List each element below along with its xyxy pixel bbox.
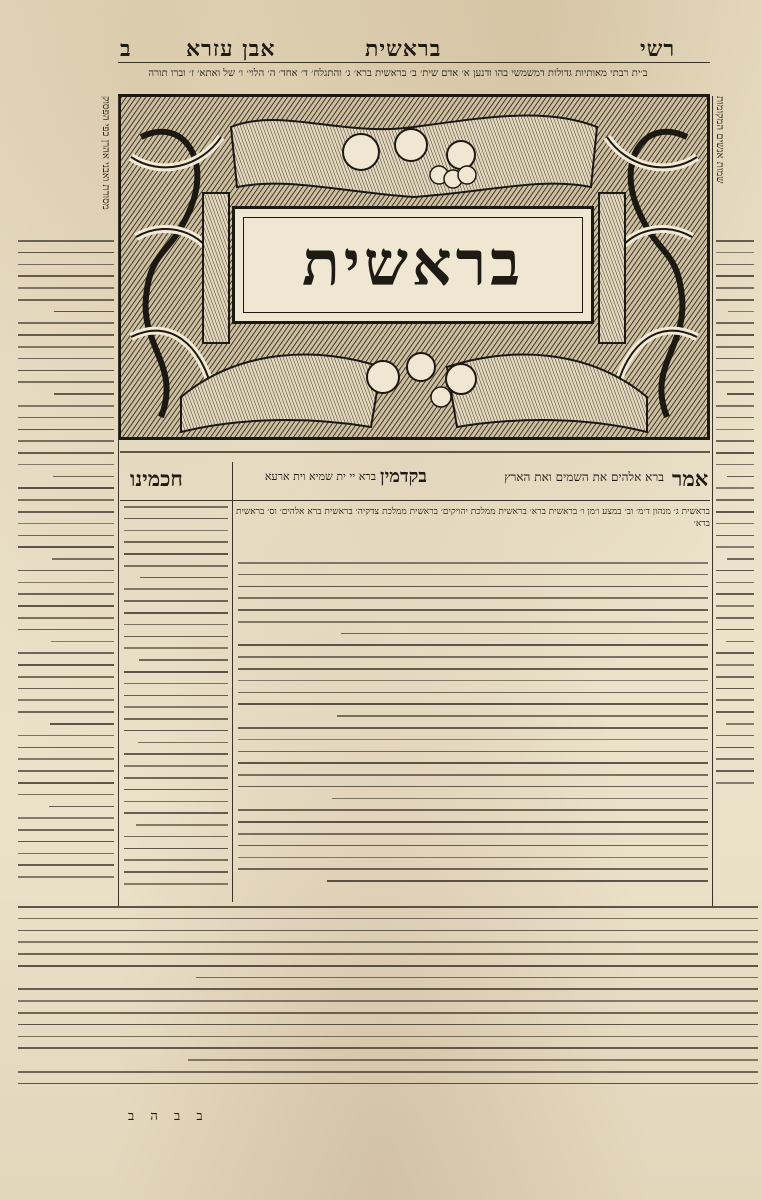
bottom-commentary [18, 906, 758, 1102]
column-divider-outer-left [118, 96, 119, 906]
text-line [716, 617, 754, 619]
text-line [18, 240, 114, 242]
text-line [124, 718, 228, 720]
text-line [124, 530, 228, 532]
text-line [727, 558, 754, 560]
folio-letter: ב [120, 36, 132, 62]
text-line [238, 692, 708, 694]
text-line [124, 777, 228, 779]
text-line [50, 723, 114, 725]
text-line [716, 676, 754, 678]
text-line [140, 577, 228, 579]
text-line [18, 735, 114, 737]
text-line [716, 699, 754, 701]
text-line [238, 809, 708, 811]
text-line [238, 786, 708, 788]
text-line [18, 664, 114, 666]
text-line [18, 582, 114, 584]
text-line [124, 565, 228, 567]
left-commentary-column [124, 506, 228, 906]
text-line [124, 695, 228, 697]
text-line [716, 346, 754, 348]
text-line [716, 487, 754, 489]
header-ibn-ezra: אבן עזרא [186, 36, 276, 62]
verse-hebrew: ברא אלהים את השמים ואת הארץ [504, 470, 664, 484]
text-line [124, 753, 228, 755]
text-line [18, 523, 114, 525]
text-line [18, 617, 114, 619]
text-line [716, 381, 754, 383]
text-line [51, 641, 114, 643]
commentary-opening: בראשית ג׳ מנהון ד׳מ׳ וב׳ במצע ו׳מן ו׳ בראשית ברא׳ בראשית ממלכת יהויקים׳ בראשית ממלכת צדקיה׳ בראשית ברא אלהים׳ וס׳ בראשית ברא׳ [236, 507, 710, 529]
marginal-notes-strip [120, 448, 710, 458]
text-line [18, 1024, 758, 1026]
text-line [124, 706, 228, 708]
text-line [53, 476, 114, 478]
text-line [18, 676, 114, 678]
text-line [18, 299, 114, 301]
text-line [716, 782, 754, 784]
text-line [716, 758, 754, 760]
text-line [716, 452, 754, 454]
text-line [18, 688, 114, 690]
text-line [716, 664, 754, 666]
text-line [18, 570, 114, 572]
text-line [238, 574, 708, 576]
text-line [18, 346, 114, 348]
text-line [18, 334, 114, 336]
text-line [238, 821, 708, 823]
text-line [238, 656, 708, 658]
text-line [18, 252, 114, 254]
header-rule [118, 62, 710, 63]
text-line [18, 546, 114, 548]
text-line [18, 770, 114, 772]
text-line [716, 629, 754, 631]
text-line [18, 1012, 758, 1014]
text-line [716, 605, 754, 607]
text-line [124, 730, 228, 732]
targum-label: בקדמין [380, 466, 427, 487]
text-line [18, 876, 114, 878]
text-line [124, 506, 228, 508]
text-line [727, 476, 754, 478]
text-line [327, 880, 708, 882]
text-line [716, 652, 754, 654]
text-line [18, 918, 758, 920]
text-line [716, 358, 754, 360]
text-line [18, 965, 758, 967]
text-line [124, 848, 228, 850]
text-line [716, 582, 754, 584]
text-line [138, 742, 228, 744]
text-line [18, 864, 114, 866]
text-line [18, 1047, 758, 1049]
text-line [716, 770, 754, 772]
text-line [238, 868, 708, 870]
text-line [238, 727, 708, 729]
text-line [52, 558, 114, 560]
text-line [716, 240, 754, 242]
text-line [18, 711, 114, 713]
text-line [124, 859, 228, 861]
text-line [726, 723, 754, 725]
text-line [716, 711, 754, 713]
right-margin-heading: שמות אנשים המקומות [714, 96, 725, 184]
text-line [18, 1083, 758, 1085]
text-line [238, 762, 708, 764]
text-line [18, 953, 758, 955]
text-line [716, 688, 754, 690]
text-line [18, 405, 114, 407]
text-line [716, 429, 754, 431]
header-rashi: רשי [640, 36, 676, 62]
text-line [238, 680, 708, 682]
text-line [139, 659, 228, 661]
text-line [18, 941, 758, 943]
text-line [716, 546, 754, 548]
text-line [727, 393, 754, 395]
text-line [18, 817, 114, 819]
left-margin-column [18, 240, 114, 900]
verse-rule [120, 500, 710, 501]
footer-marks: ב ב ה ב [128, 1109, 209, 1124]
text-line [18, 699, 114, 701]
text-line [726, 641, 754, 643]
text-line [716, 440, 754, 442]
text-line [18, 440, 114, 442]
text-line [716, 570, 754, 572]
text-line [716, 511, 754, 513]
text-line [18, 1036, 758, 1038]
text-line [124, 789, 228, 791]
text-line [18, 429, 114, 431]
text-line [18, 605, 114, 607]
text-line [18, 853, 114, 855]
text-line [124, 636, 228, 638]
text-line [49, 806, 114, 808]
text-line [18, 782, 114, 784]
text-line [716, 747, 754, 749]
text-line [716, 593, 754, 595]
text-line [716, 417, 754, 419]
text-line [716, 405, 754, 407]
text-line [716, 523, 754, 525]
text-line [18, 464, 114, 466]
text-line [18, 652, 114, 654]
text-line [18, 381, 114, 383]
text-line [238, 845, 708, 847]
text-line [18, 930, 758, 932]
references-line: ב׳ית רבתי מאותיות גדולות דמשמשי בהו ודנען א׳ אדם שית׳ ב׳ בראשית ברא׳ ג׳ והתגלח׳ ד׳ אחד׳ ה׳ הלוי׳ ו׳ של ואתא׳ ז׳ וברו תורה [148, 68, 648, 79]
left-margin-heading: מסורת ואבני אהרן כפי הפסוק [100, 96, 111, 210]
text-line [18, 747, 114, 749]
text-line [332, 798, 708, 800]
text-line [124, 553, 228, 555]
text-line [716, 334, 754, 336]
text-line [18, 593, 114, 595]
text-line [124, 612, 228, 614]
text-line [238, 586, 708, 588]
text-line [124, 671, 228, 673]
text-line [18, 629, 114, 631]
title-plate [232, 206, 594, 324]
text-line [18, 417, 114, 419]
column-divider-left [232, 462, 233, 902]
text-line [716, 370, 754, 372]
text-line [238, 668, 708, 670]
text-line [716, 535, 754, 537]
text-line [238, 562, 708, 564]
title-bereshit: בראשית [301, 227, 525, 300]
text-line [124, 812, 228, 814]
text-line [18, 841, 114, 843]
text-line [238, 751, 708, 753]
text-line [124, 518, 228, 520]
text-line [716, 735, 754, 737]
text-line [716, 264, 754, 266]
text-line [18, 794, 114, 796]
text-line [124, 600, 228, 602]
text-line [124, 588, 228, 590]
text-line [716, 275, 754, 277]
text-line [18, 758, 114, 760]
text-line [337, 715, 708, 717]
text-line [54, 393, 114, 395]
text-line [18, 499, 114, 501]
text-line [124, 801, 228, 803]
amar-label: אמר [672, 466, 709, 491]
column-divider-outer-right [712, 96, 713, 906]
text-line [54, 311, 114, 313]
text-line [238, 621, 708, 623]
text-line [341, 633, 708, 635]
text-line [124, 871, 228, 873]
text-line [18, 275, 114, 277]
text-line [18, 511, 114, 513]
targum-text: ברא יי ית שמיא וית ארעא [264, 470, 376, 483]
text-line [18, 988, 758, 990]
text-line [716, 322, 754, 324]
text-line [18, 906, 758, 908]
text-line [238, 609, 708, 611]
text-line [124, 624, 228, 626]
text-line [18, 487, 114, 489]
text-line [18, 452, 114, 454]
text-line [716, 252, 754, 254]
text-line [18, 358, 114, 360]
text-line [18, 1071, 758, 1073]
text-line [716, 299, 754, 301]
right-margin-column [716, 240, 754, 800]
text-line [18, 1000, 758, 1002]
text-line [728, 311, 754, 313]
text-line [238, 833, 708, 835]
text-line [124, 683, 228, 685]
text-line [238, 739, 708, 741]
text-line [716, 499, 754, 501]
text-line [124, 541, 228, 543]
header-bereshit: בראשית [365, 36, 442, 62]
text-line [136, 824, 228, 826]
text-line [238, 703, 708, 705]
text-line [124, 765, 228, 767]
text-line [238, 597, 708, 599]
text-line [18, 535, 114, 537]
text-line [716, 464, 754, 466]
text-line [716, 287, 754, 289]
text-line [124, 836, 228, 838]
text-line [124, 883, 228, 885]
commentary-body [238, 562, 708, 902]
text-line [238, 774, 708, 776]
text-line [188, 1059, 758, 1061]
text-line [18, 322, 114, 324]
text-line [124, 647, 228, 649]
text-line [238, 644, 708, 646]
text-line [18, 287, 114, 289]
text-line [196, 977, 758, 979]
text-line [18, 264, 114, 266]
text-line [238, 857, 708, 859]
text-line [18, 829, 114, 831]
chachmenu-label: חכמינו [130, 466, 183, 491]
text-line [18, 370, 114, 372]
